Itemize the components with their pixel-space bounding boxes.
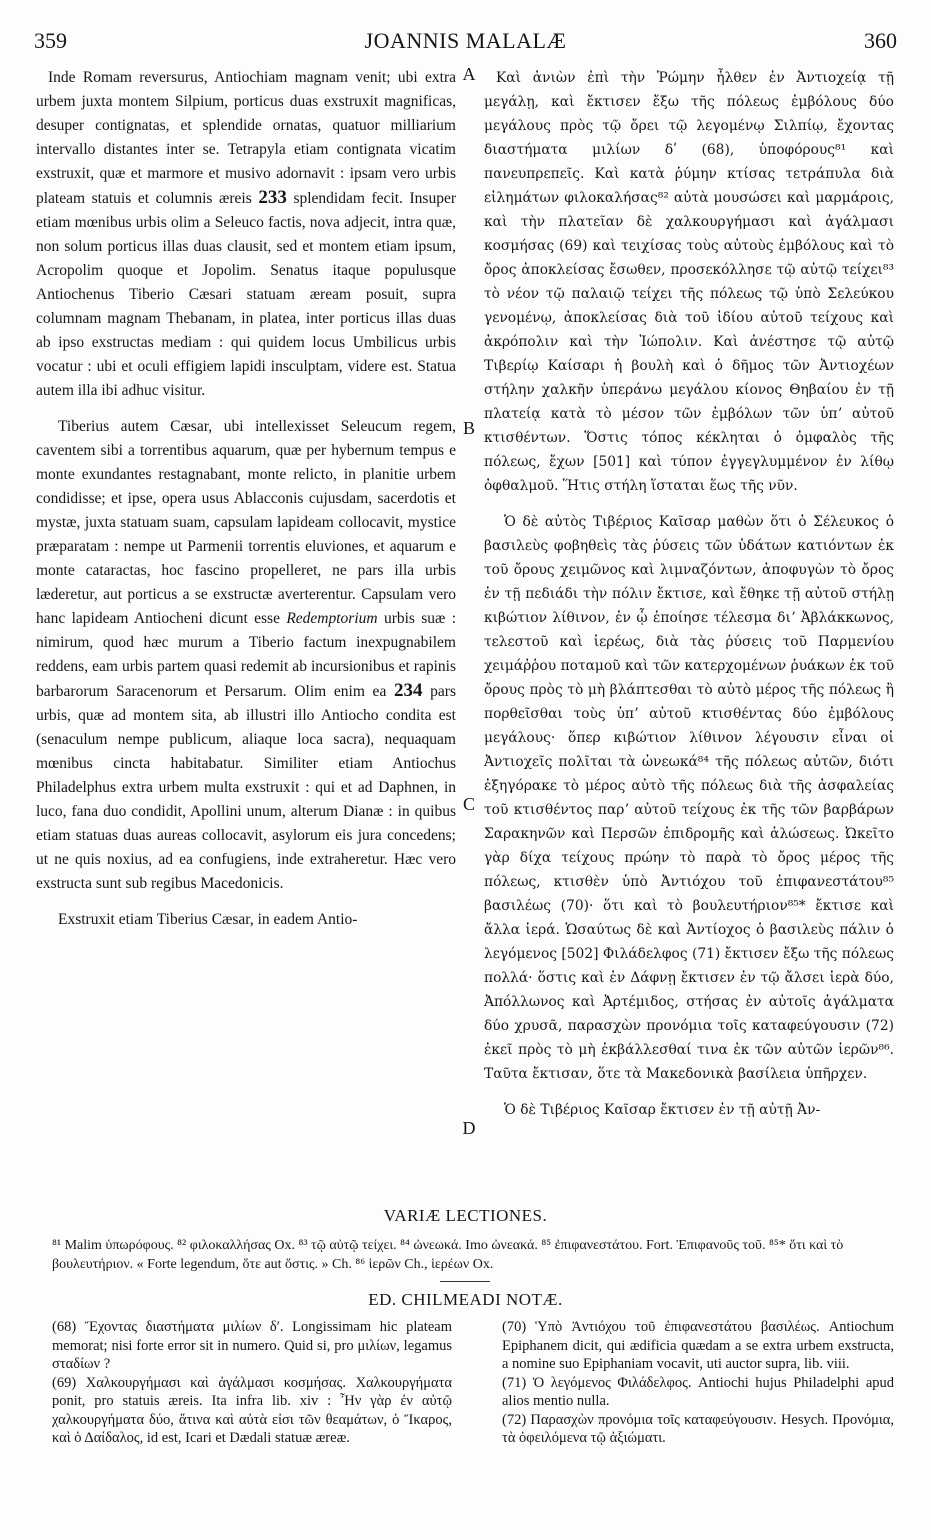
margin-mark-c: C <box>462 794 475 814</box>
latin-paragraph: Exstruxit etiam Tiberius Cæsar, in eadem Antio- <box>58 911 358 928</box>
column-number: 234 <box>394 680 423 701</box>
left-page-number: 359 <box>34 28 67 53</box>
greek-paragraph: Καὶ ἀνιὼν ἐπὶ τὴν Ῥώμην ἦλθεν ἐν Ἀντιοχείᾳ τῇ μεγάλῃ, καὶ ἔκτισεν ἔξω τῆς πόλεως ἐμβόλους δύο μεγάλους πρὸς τῷ ὄρει τῷ λεγομένῳ Σιλπίῳ, ἔχοντας διαστήματα μιλίων δʹ (68), ὑποφόρους⁸¹ καὶ πανευπρεπεῖς. Καὶ κατὰ ῥύμην κτίσας τετράπυλα διὰ εἰλημάτων φιλοκαλήσας⁸² αὐτὰ μουσώσει καὶ μαρμάροις, καὶ τὴν πλατεῖαν δὲ χαλκουργήμασι καὶ ἀγάλμασι κοσμήσας (69) καὶ τειχίσας τοὺς αὐτοὺς ἐμβόλους καὶ τὸ ὄρος ἀποκλείσας ἔσωθεν, προσεκόλλησε τῷ αὐτῷ τείχει⁸³ τὸ νέον τῷ παλαιῷ τείχει τῆς πόλεως τῷ ὑπὸ Σελεύκου γενομένῳ, ἀποκλείσας διὰ τοῦ ἰδίου αὐτοῦ τείχους καὶ ἀκρόπολιν καὶ τὴν Ἰώπολιν. Καὶ ἀνέστησε τῷ αὐτῷ Τιβερίῳ Καίσαρι ἡ βουλὴ καὶ ὁ δῆμος τῶν Ἀντιοχέων στήλην χαλκῆν ὑπεράνω μεγάλου κίονος Θηβαίου ἐν τῇ πλατείᾳ κατὰ τὸ μέσον τῶν ἐμβόλων τῶν ὑπʼ αὐτοῦ κτισθέντων. Ὅστις τόπος κέκληται ὁ ὀμφαλὸς τῆς πόλεως, ἔχων [501] καὶ τύπον ἐγγεγλυμμένον ἐν λίθῳ ὀφθαλμοῦ. Ἥτις στήλη ἵσταται ἕως τῆς νῦν. <box>484 70 894 494</box>
variae-lectiones <box>52 1236 892 1274</box>
latin-paragraph <box>36 415 456 896</box>
margin-mark-d: D <box>462 1118 476 1138</box>
latin-text: urbis suæ : nimirum, quod hæc murum a Tiberio factum inexpugnabilem reddens, eam urbis partem quasi redemit ab incursionibus et rapinis barbarorum Saracenorum et Persarum. Olim enim ea <box>36 610 457 700</box>
margin-mark-a: A <box>462 64 476 84</box>
latin-paragraph <box>36 66 456 403</box>
greek-column <box>484 66 894 1122</box>
notes-title: ED. CHILMEADI NOTÆ. <box>368 1290 563 1309</box>
notes-right-column <box>502 1318 894 1448</box>
margin-mark-b: B <box>462 418 475 438</box>
latin-text: splendidam fecit. Insuper etiam mœnibus urbis olim a Seleuco factis, nova adjecit, intra quæ, non solum porticus illas duas clausit, sed et montem etiam ipsum, Acropolim quoque et Jopolim. Senatus itaque populusque Antiochenus Tiberio Cæsari statuam æream posuit, supra columnam magnam Thebanam, in platea, inter porticus illas duas ab ipso exstructas mediam : qui quidem locus Umbilicus urbis vocatur : ubi et oculi effigiem lapidi insculptam, videre est. Statua autem illa ibi adhuc visitur. <box>36 190 457 399</box>
column-number: 233 <box>258 187 287 208</box>
divider <box>440 1281 490 1282</box>
latin-text: pars urbis, quæ ad montem sita, ab illustri illo Antiocho condita est (senaculum nempe publicum, aliaque loca sacra), nequaquam mœnibus cincta habitabatur. Similiter etiam Antiochus Philadelphus extra urbem multa exstruxit : qui et ad Daphnen, in luco, fana duo condidit, Apollini unum, alterum Dianæ : in quibus etiam statuas duas aureas collocavit, asylorum eis jura concedens; ut ne quis noxius, ad ea confugiens, inde extraheretur. Hæc vero exstructa sunt sub regibus Macedonicis. <box>36 683 456 892</box>
page-header <box>34 28 897 58</box>
latin-text: Tiberius autem Cæsar, ubi intellexisset Seleucum regem, caventem sibi a torrentibus aquarum, quæ per hybernum tempus e monte exundantes restagnabant, monte relicto, in planitie urbem condidisse; et ipse, opera usus Ablacconis cujusdam, sacerdotis et mystæ, juxta statuam suam, capsulam lapideam collocavit, mystice præparatam : nempe ut Parmenii torrentis eluviones, et aquarum e monte cataractas, hoc fascino propelleret, ne pars illa urbis læderetur, aut porticus a se exstructæ averterentur. Capsulam vero hanc lapideam Antiocheni dicunt esse <box>36 418 456 627</box>
note: (72) Παρασχὼν προνόμια τοῖς καταφεύγουσιν. Hesych. Προνόμια, τὰ ὀφειλόμενα τῷ ἀξιώματι. <box>502 1411 894 1446</box>
latin-column <box>36 66 456 932</box>
note: (70) Ὑπὸ Ἀντιόχου τοῦ ἐπιφανεστάτου βασιλέως. Antiochum Epiphanem dicit, qui ædificia quædam a se extra urbem exstructa, a nomine suo Epiphaniam vocavit, uti auctor supra, lib. viii. <box>502 1319 894 1372</box>
running-title: JOANNIS MALALÆ <box>364 28 567 53</box>
right-page-number: 360 <box>864 28 897 53</box>
note: (68) Ἔχοντας διαστήματα μιλίων δʹ. Longissimam hic plateam memorat; nisi forte error sit in numero. Quid si, pro μιλίων, legamus σταδίων ? <box>52 1319 452 1372</box>
greek-paragraph: Ὁ δὲ Τιβέριος Καῖσαρ ἔκτισεν ἐν τῇ αὐτῇ Ἀν- <box>504 1102 821 1118</box>
variae-text: ⁸¹ Malim ὑπωρόφους. ⁸² φιλοκαλλήσας Ox. ⁸³ τῷ αὐτῷ τείχει. ⁸⁴ ὠνεωκά. Imo ὠνεακά. ⁸⁵ ἐπιφανεστάτου. Fort. Ἐπιφανοῦς τοῦ. ⁸⁵* ὅτι καὶ τὸ βουλευτήριον. « Forte legendum, ὅτε aut ὅστις. » Ch. ⁸⁶ ἱερῶν Ch., ἱερέων Ox. <box>52 1238 844 1272</box>
latin-italic: Redemptorium <box>286 610 378 627</box>
notes-left-column <box>52 1318 452 1448</box>
latin-text: Inde Romam reversurus, Antiochiam magnam venit; ubi extra urbem juxta montem Silpium, porticus duas exstruxit magnificas, desuper contignatas, et splendide ornatas, quatuor milliarium intervallo distantes inter se. Tetrapyla etiam contignata vicatim exstruxit, quæ et marmore et musivo adornavit : ipsam vero urbis plateam statuis et columnis æreis <box>36 69 456 207</box>
greek-paragraph: Ὁ δὲ αὐτὸς Τιβέριος Καῖσαρ μαθὼν ὅτι ὁ Σέλευκος ὁ βασιλεὺς φοβηθεὶς τὰς ῥύσεις τῶν ὑδάτων κατιόντων ἐκ τοῦ ὄρους χειμῶνος καὶ λιμναζόντων, ἀποφυγὼν τὸ ὄρος ἐν τῇ πεδιάδι τὴν πόλιν ἔκτισε, καὶ ἔθηκε τῇ αὐτοῦ στήλῃ κιβώτιον λίθινον, ἐν ᾧ ἐποίησε τέλεσμα διʼ Ἀβλάκκωνος, τελεστοῦ καὶ ἱερέως, διὰ τὰς ῥύσεις τοῦ Παρμενίου χειμάῤῥου ποταμοῦ καὶ τῶν κατερχομένων ῥυάκων ἐκ τοῦ ὄρους πρὸς τὸ μὴ βλάπτεσθαι τὸ αὐτὸ μέρος τῆς πόλεως ἢ πορθεῖσθαι τοὺς ὑπʼ αὐτοῦ κτισθέντας δύο ἐμβόλους μεγάλους· ὅπερ κιβώτιον λίθινον λέγουσιν εἶναι οἱ Ἀντιοχεῖς πολῖται τὰ ὠνεωκά⁸⁴ τῆς πόλεως αὐτῶν, διότι ἐξηγόρακε τὸ μέρος αὐτὸ τῆς πόλεως διὰ τῆς ἀσφαλείας τοῦ κτισθέντος παρʼ αὐτοῦ τείχους ἐκ τῆς τῶν βαρβάρων Σαρακηνῶν καὶ Περσῶν ἐπιδρομῆς καὶ ἁλώσεως. Ὠκεῖτο γὰρ δίχα τείχους πρώην τὸ παρὰ τὸ ὄρος μέρος τῆς πόλεως, κτισθὲν ὑπὸ Ἀντιόχου τοῦ ἐπιφανεστάτου⁸⁵ βασιλέως (70)· ὅτι καὶ τὸ βουλευτήριον⁸⁵* ἔκτισε καὶ ἄλλα ἱερά. Ὡσαύτως δὲ καὶ Ἀντίοχος ὁ βασιλεὺς πάλιν ὁ λεγόμενος [502] Φιλάδελφος (71) ἔκτισεν ἔξω τῆς πόλεως πολλά· ὅστις καὶ ἐν Δάφνῃ ἔκτισεν ἐν τῷ ἄλσει ἱερὰ δύο, Ἀπόλλωνος καὶ Ἀρτέμιδος, στήσας ἐν αὐτοῖς ἀγάλματα δύο χρυσᾶ, παρασχὼν προνόμια τοῖς καταφεύγουσιν (72) ἐκεῖ πρὸς τὸ μὴ ἐκβάλλεσθαί τινα ἐκ τῶν αὐτῶν ἱερῶν⁸⁶. Ταῦτα ἔκτισαν, ὅτε τὰ Μακεδονικὰ βασίλεια ὑπῆρχεν. <box>484 514 894 1082</box>
variae-title: VARIÆ LECTIONES. <box>383 1206 548 1225</box>
note: (71) Ὁ λεγόμενος Φιλάδελφος. Antiochi hujus Philadelphi apud alios mentio nulla. <box>502 1374 894 1409</box>
note: (69) Χαλκουργήμασι καὶ ἀγάλμασι κοσμήσας. Χαλκουργήματα ponit, pro statuis æreis. Ita infra lib. xiv : Ἦν γὰρ ἐν αὐτῷ χαλκουργήματα δύο, ἅτινα καὶ αὐτὰ εἰσι τῶν θεαμάτων, ὁ Ἴκαρος, καὶ ὁ Δαίδαλος, id est, Icari et Dædali statuæ æreæ. <box>52 1374 452 1446</box>
